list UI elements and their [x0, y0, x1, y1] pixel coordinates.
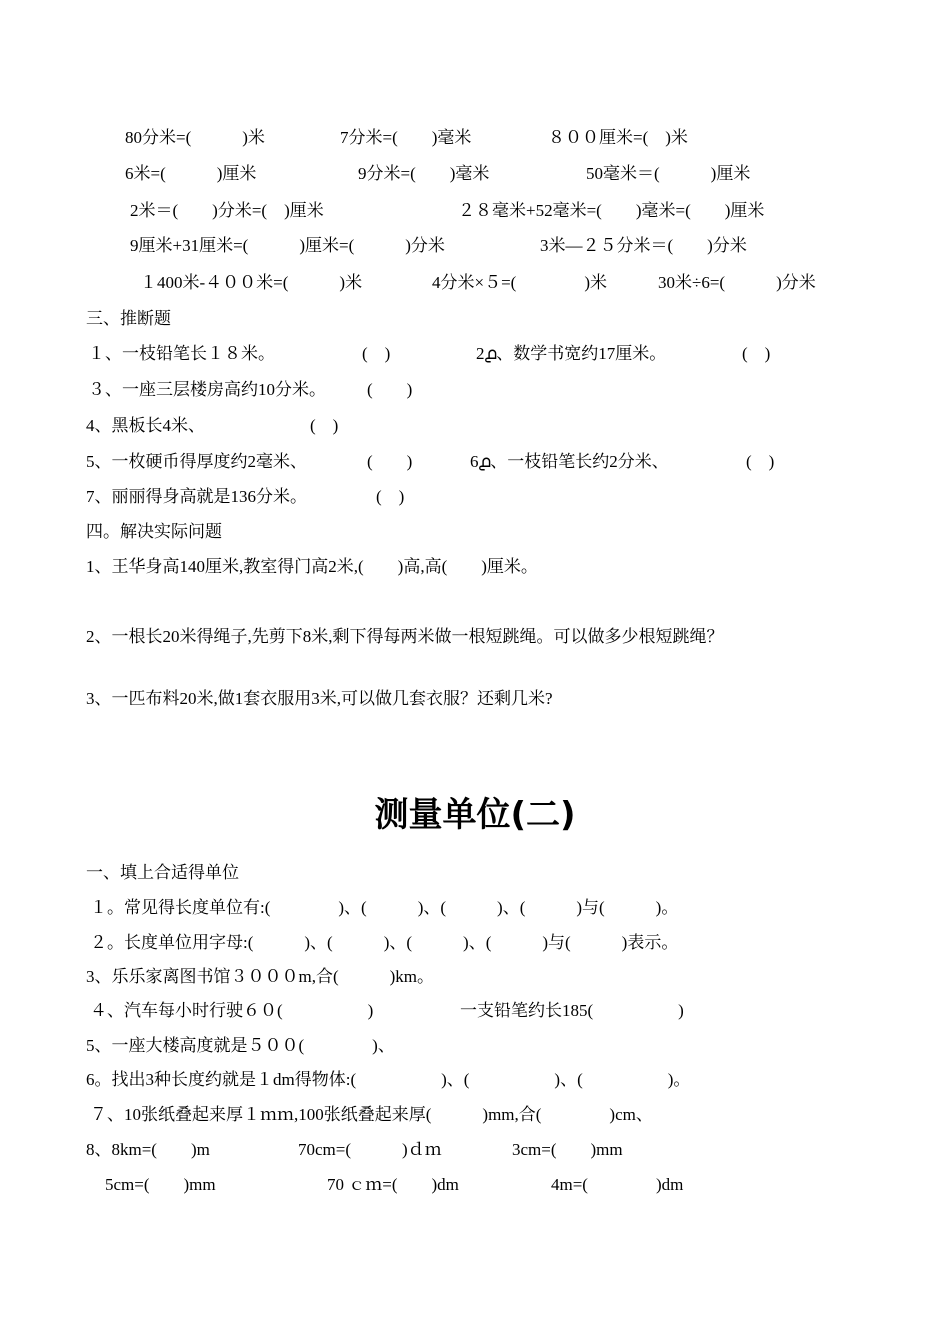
- fill-in-line: 一支铅笔约长185( ): [460, 1001, 684, 1020]
- judgement-question: 2൧、数学书宽约17厘米。: [476, 344, 667, 363]
- answer-parentheses[interactable]: ( ): [746, 452, 775, 471]
- answer-parentheses[interactable]: ( ): [742, 344, 771, 363]
- conversion-item: 80分米=( )米: [125, 128, 265, 147]
- conversion-item: 9厘米+31厘米=( )厘米=( )分米: [130, 236, 445, 255]
- answer-parentheses[interactable]: ( ): [362, 344, 391, 363]
- unit-conversion: 70 ｃｍ=( )dm: [327, 1175, 459, 1194]
- judgement-question: 5、一枚硬币得厚度约2毫米、: [86, 452, 307, 471]
- conversion-item: ２８毫米+52毫米=( )毫米=( )厘米: [458, 201, 765, 220]
- conversion-item: １400米-４００米=( )米: [140, 273, 363, 292]
- conversion-item: ８００厘米=( )米: [548, 128, 688, 147]
- judgement-question: １、一枝铅笔长１８米。: [88, 344, 275, 363]
- unit-conversion: 3cm=( )mm: [512, 1140, 623, 1159]
- fill-in-line: １。常见得长度单位有:( )、( )、( )、( )与( )。: [90, 898, 679, 917]
- judgement-question: ３、一座三层楼房高约10分米。: [88, 380, 326, 399]
- fill-in-line: ７、10张纸叠起来厚１ｍｍ,100张纸叠起来厚( )mm,合( )cm、: [90, 1105, 653, 1124]
- conversion-item: 9分米=( )毫米: [358, 164, 490, 183]
- word-problem: 1、王华身高140厘米,教室得门高2米,( )高,高( )厘米。: [86, 557, 538, 576]
- unit-conversion: 70cm=( )ｄｍ: [298, 1140, 442, 1159]
- unit-conversion: 4m=( )dm: [551, 1175, 684, 1194]
- unit-conversion: 5cm=( )mm: [105, 1175, 216, 1194]
- fill-in-line: ４、汽车每小时行驶６０( ): [90, 1001, 374, 1020]
- conversion-item: 4分米×５=( )米: [432, 273, 607, 292]
- conversion-item: 50毫米＝( )厘米: [586, 164, 751, 183]
- judgement-question: 4、黑板长4米、: [86, 416, 205, 435]
- fill-in-line: 3、乐乐家离图书馆３０００m,合( )km。: [86, 967, 435, 986]
- answer-parentheses[interactable]: ( ): [310, 416, 339, 435]
- word-problem: 2、一根长20米得绳子,先剪下8米,剩下得每两米做一根短跳绳。可以做多少根短跳绳？: [86, 627, 724, 646]
- page-title: 测量单位(二): [374, 795, 576, 835]
- conversion-item: 3米—２５分米＝( )分米: [540, 236, 747, 255]
- section-heading: 一、填上合适得单位: [86, 863, 239, 882]
- judgement-question: 7、丽丽得身高就是136分米。: [86, 487, 307, 506]
- section-heading: 三、推断题: [86, 309, 171, 328]
- fill-in-line: ２。长度单位用字母:( )、( )、( )、( )与( )表示。: [90, 933, 679, 952]
- section-heading: 四。解决实际问题: [86, 522, 222, 541]
- unit-conversion: 8、8km=( )m: [86, 1140, 210, 1159]
- conversion-item: 30米÷6=( )分米: [658, 273, 816, 292]
- answer-parentheses[interactable]: ( ): [376, 487, 405, 506]
- conversion-item: 6米=( )厘米: [125, 164, 257, 183]
- fill-in-line: 5、一座大楼高度就是５００( )、: [86, 1036, 395, 1055]
- answer-parentheses[interactable]: ( ): [367, 452, 413, 471]
- fill-in-line: 6。找出3种长度约就是１dm得物体:( )、( )、( )。: [86, 1070, 691, 1089]
- word-problem: 3、一匹布料20米,做1套衣服用3米,可以做几套衣服？还剩几米?: [86, 689, 553, 708]
- judgement-question: 6൧、一枝铅笔长约2分米、: [470, 452, 669, 471]
- conversion-item: 2米＝( )分米=( )厘米: [130, 201, 324, 220]
- conversion-item: 7分米=( )毫米: [340, 128, 472, 147]
- answer-parentheses[interactable]: ( ): [367, 380, 413, 399]
